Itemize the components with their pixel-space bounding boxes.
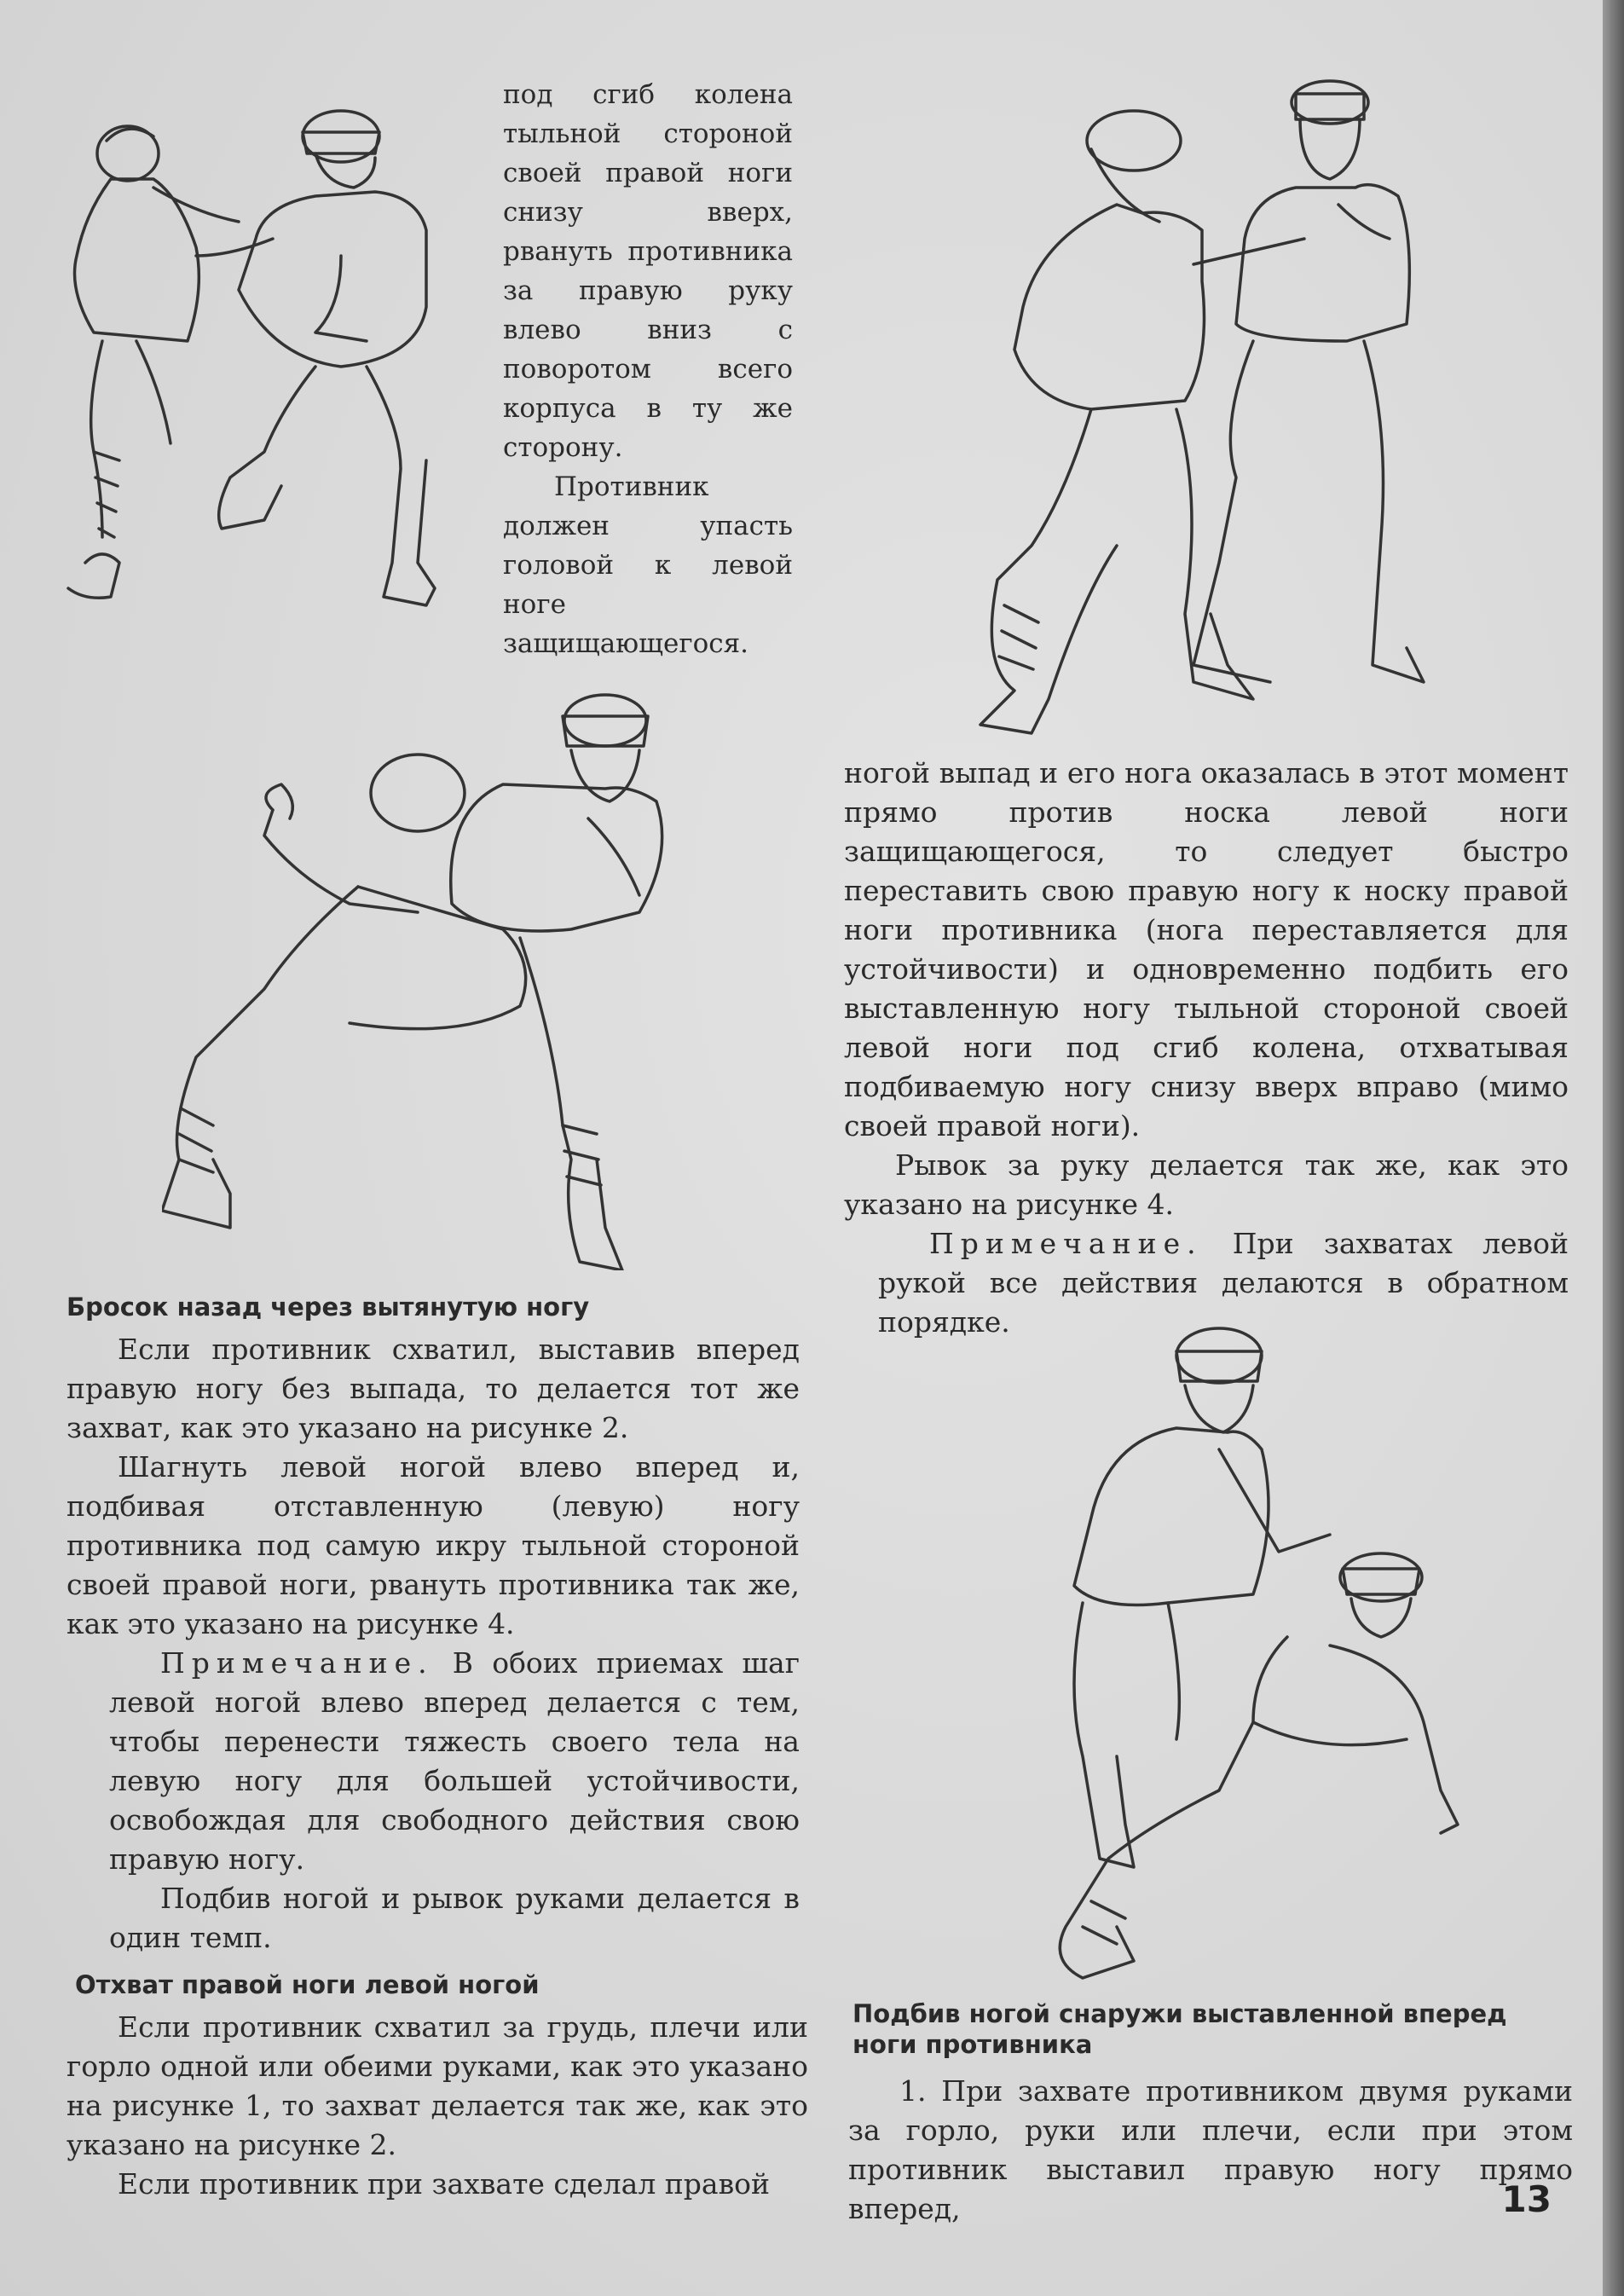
paragraph: Шагнуть левой ногой влево вперед и, подбивая отставленную (левую) ногу противника под самую икру тыльной стороной своей правой ноги, рвануть противника так же, как это указано на рисунке 4.	[66, 1450, 800, 1640]
paragraph: Если противник при захвате сделал правой	[118, 2167, 771, 2201]
paragraph: Подбив ногой и рывок руками делается в один темп.	[109, 1882, 800, 1954]
page-binding-edge	[1603, 0, 1624, 2296]
section-body	[66, 1330, 800, 1958]
page-number: 13	[1501, 2178, 1552, 2220]
illustration-outside-leg-sweep	[1049, 1313, 1466, 1995]
paragraph: под сгиб колена тыльной стороной своей правой ноги снизу вверх, рвануть противника за правую руку влево вниз с поворотом всего корпуса в ту же сторону.	[503, 79, 793, 463]
note-paragraph	[66, 1644, 800, 1879]
paragraph: Противник должен упасть головой к левой ноге защищающегося.	[503, 471, 793, 659]
illustration-leg-sweep-throw	[60, 85, 469, 631]
top-text-block	[503, 75, 793, 663]
section-body	[66, 2008, 808, 2204]
section-heading: Отхват правой ноги левой ногой	[75, 1970, 540, 1999]
illustration-two-fighters-standing	[963, 68, 1441, 742]
right-column-text	[844, 754, 1569, 1342]
section-body	[848, 2072, 1573, 2229]
paragraph: Если противник схватил за грудь, плечи или горло одной или обеими руками, как это указано на рисунке 1, то захват делается так же, как это указано на рисунке 2.	[66, 2010, 808, 2161]
paragraph: Если противник схватил, выставив вперед правую ногу без выпада, то делается тот же захват, как это указано на рисунке 2.	[66, 1333, 800, 1444]
section-heading: Бросок назад через вытянутую ногу	[66, 1293, 590, 1322]
section-heading: Подбив ногой снаружи выставленной вперед ноги противника	[852, 1999, 1507, 2059]
note-label: Примечание.	[160, 1646, 434, 1680]
illustration-backward-throw	[162, 682, 691, 1270]
paragraph: 1. При захвате противником двумя руками за горло, руки или плечи, если при этом противник выставил правую ногу прямо вперед,	[848, 2074, 1573, 2225]
note-text: При захватах левой рукой все действия делаются в обратном порядке.	[878, 1227, 1569, 1339]
paragraph: Рывок за руку делается так же, как это указано на рисунке 4.	[844, 1148, 1569, 1221]
note-label: Примечание.	[929, 1227, 1203, 1260]
note-text: В обоих приемах шаг левой ногой влево вперед делается с тем, чтобы перенести тяжесть своего тела на левую ногу для большей устойчивости, освобождая для свободного действия свою правую ногу.	[109, 1646, 800, 1876]
paragraph: ногой выпад и его нога оказалась в этот момент прямо против носка левой ноги защищающегося, то следует быстро переставить свою правую ногу к носку правой ноги противника (нога переставляется для устойчивости) и одновременно подбить его выставленную ногу тыльной стороной своей левой ноги под сгиб колена, отхватывая подбиваемую ногу снизу вверх вправо (мимо своей правой ноги).	[844, 756, 1569, 1142]
